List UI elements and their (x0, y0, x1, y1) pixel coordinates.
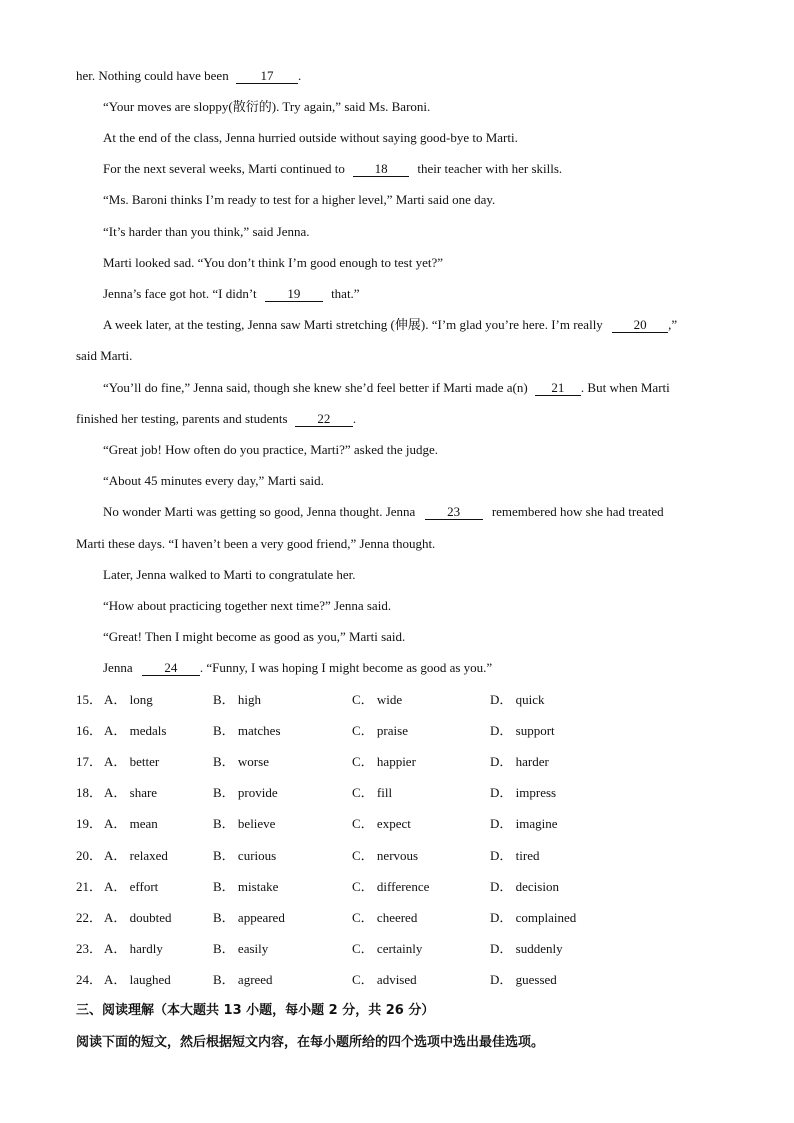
option-b: B． high (213, 692, 262, 707)
passage-line-17: Later, Jenna walked to Marti to congratulate her. (103, 567, 356, 582)
passage-line-19: “Great! Then I might become as good as you,” Marti said. (103, 629, 406, 644)
question-row-20 (76, 848, 716, 864)
option-d: D． decision (490, 879, 559, 894)
text: her. Nothing could have been (76, 68, 229, 83)
option-d: D． imagine (490, 816, 558, 831)
passage-line-16: Marti these days. “I haven’t been a very good friend,” Jenna thought. (76, 536, 436, 551)
blank-18: 18 (353, 162, 409, 177)
passage-line-1 (76, 68, 716, 84)
option-d: D． complained (490, 910, 577, 925)
option-c: C． wide (352, 692, 403, 707)
text: remembered how she had treated (491, 504, 664, 519)
question-number: 22． (76, 910, 103, 925)
passage-line-6: “It’s harder than you think,” said Jenna. (103, 224, 310, 239)
option-b: B． believe (213, 816, 276, 831)
text: No wonder Marti was getting so good, Jenna thought. Jenna (103, 504, 416, 519)
option-a: A． doubted (104, 910, 172, 925)
text: . But when Marti (580, 380, 670, 395)
option-a: A． medals (104, 723, 167, 738)
option-c: C． expect (352, 816, 411, 831)
question-number: 15． (76, 692, 103, 707)
option-b: B． curious (213, 848, 277, 863)
option-b: B． appeared (213, 910, 285, 925)
passage-line-12 (76, 411, 716, 427)
option-d: D． quick (490, 692, 545, 707)
option-c: C． advised (352, 972, 417, 987)
option-c: C． cheered (352, 910, 418, 925)
text: . (352, 411, 357, 426)
question-number: 18． (76, 785, 103, 800)
option-d: D． impress (490, 785, 557, 800)
passage-line-13: “Great job! How often do you practice, Marti?” asked the judge. (103, 442, 438, 457)
question-row-21 (76, 879, 716, 895)
text: A week later, at the testing, Jenna saw Marti stretching (伸展). “I’m glad you’re here. I’m really (103, 317, 603, 332)
option-a: A． relaxed (104, 848, 168, 863)
text: Jenna’s face got hot. “I didn’t (103, 286, 257, 301)
question-row-16 (76, 723, 716, 739)
question-number: 24． (76, 972, 103, 987)
question-number: 23． (76, 941, 103, 956)
option-d: D． guessed (490, 972, 557, 987)
option-d: D． support (490, 723, 555, 738)
question-row-19 (76, 816, 716, 832)
option-a: A． laughed (104, 972, 171, 987)
text: their teacher with her skills. (417, 161, 563, 176)
section-instruction: 阅读下面的短文，然后根据短文内容，在每小题所给的四个选项中选出最佳选项。 (76, 1035, 545, 1050)
option-b: B． matches (213, 723, 281, 738)
option-b: B． agreed (213, 972, 273, 987)
question-row-18 (76, 785, 716, 801)
text: Jenna (103, 660, 133, 675)
option-d: D． tired (490, 848, 540, 863)
option-b: B． mistake (213, 879, 279, 894)
blank-23: 23 (425, 505, 483, 520)
blank-21: 21 (535, 381, 581, 396)
passage-line-5: “Ms. Baroni thinks I’m ready to test for a higher level,” Marti said one day. (103, 192, 496, 207)
passage-line-10: said Marti. (76, 348, 133, 363)
option-b: B． easily (213, 941, 269, 956)
passage-line-3: At the end of the class, Jenna hurried outside without saying good-bye to Marti. (103, 130, 518, 145)
option-c: C． difference (352, 879, 430, 894)
option-b: B． worse (213, 754, 269, 769)
option-a: A． effort (104, 879, 159, 894)
option-c: C． happier (352, 754, 416, 769)
option-a: A． better (104, 754, 160, 769)
option-c: C． certainly (352, 941, 423, 956)
blank-17: 17 (236, 69, 298, 84)
option-a: A． mean (104, 816, 158, 831)
question-row-17 (76, 754, 716, 770)
question-number: 16． (76, 723, 103, 738)
text: finished her testing, parents and students (76, 411, 288, 426)
passage-line-14: “About 45 minutes every day,” Marti said. (103, 473, 324, 488)
option-c: C． nervous (352, 848, 419, 863)
text: . (297, 68, 302, 83)
option-c: C． praise (352, 723, 408, 738)
passage-line-4 (103, 161, 716, 177)
section-heading: 三、阅读理解（本大题共 13 小题，每小题 2 分，共 26 分） (76, 1003, 435, 1018)
passage-line-18: “How about practicing together next time?” Jenna said. (103, 598, 392, 613)
blank-24: 24 (142, 661, 200, 676)
passage-line-2: “Your moves are sloppy(散衍的). Try again,” said Ms. Baroni. (103, 99, 431, 114)
question-number: 21． (76, 879, 103, 894)
question-number: 19． (76, 816, 103, 831)
question-number: 17． (76, 754, 103, 769)
blank-20: 20 (612, 318, 668, 333)
question-row-24 (76, 972, 716, 988)
option-b: B． provide (213, 785, 278, 800)
question-row-23 (76, 941, 716, 957)
passage-line-15 (103, 504, 716, 520)
passage-line-11 (103, 380, 716, 396)
option-c: C． fill (352, 785, 393, 800)
option-d: D． suddenly (490, 941, 563, 956)
option-a: A． share (104, 785, 158, 800)
option-d: D． harder (490, 754, 549, 769)
question-number: 20． (76, 848, 103, 863)
option-a: A． hardly (104, 941, 163, 956)
passage-line-7: Marti looked sad. “You don’t think I’m good enough to test yet?” (103, 255, 444, 270)
blank-19: 19 (265, 287, 323, 302)
text: “You’ll do fine,” Jenna said, though she knew she’d feel better if Marti made a(n) (103, 380, 528, 395)
question-row-15 (76, 692, 716, 708)
text: For the next several weeks, Marti continued to (103, 161, 345, 176)
passage-line-8 (103, 286, 716, 302)
passage-line-20 (103, 660, 716, 676)
option-a: A． long (104, 692, 153, 707)
passage-line-9 (103, 317, 716, 333)
text: . “Funny, I was hoping I might become as good as you.” (199, 660, 493, 675)
blank-22: 22 (295, 412, 353, 427)
question-row-22 (76, 910, 716, 926)
text: that.” (331, 286, 360, 301)
text: ,” (668, 317, 678, 332)
